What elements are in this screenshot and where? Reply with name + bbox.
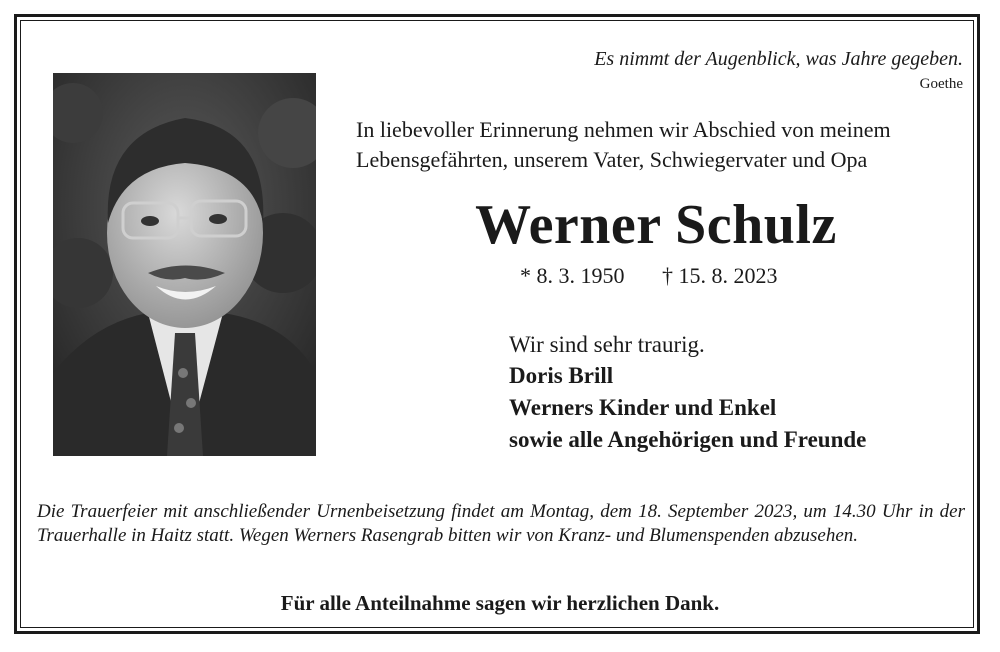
- death-date: † 15. 8. 2023: [662, 263, 778, 288]
- quote-text: Es nimmt der Augenblick, was Jahre gegeben.: [594, 48, 963, 70]
- mourner-name: Doris Brill: [509, 363, 614, 388]
- intro-line-1: In liebevoller Erinnerung nehmen wir Abschied von meinem: [356, 117, 891, 142]
- mourners-block: [509, 330, 979, 456]
- life-dates: [520, 262, 778, 290]
- thanks-line: Für alle Anteilnahme sagen wir herzlichen Dank.: [280, 591, 720, 615]
- birth-date: * 8. 3. 1950: [520, 263, 625, 288]
- portrait-image: [53, 73, 316, 456]
- deceased-name: Werner Schulz: [475, 194, 837, 256]
- intro-line-2: Lebensgefährten, unserem Vater, Schwiegervater und Opa: [356, 147, 868, 172]
- mourning-statement: Wir sind sehr traurig.: [509, 332, 705, 357]
- intro-text: [356, 115, 976, 175]
- funeral-notice: Die Trauerfeier mit anschließender Urnenbeisetzung findet am Montag, dem 18. September 2023, um 14.30 Uhr in der Trauerhalle in Haitz statt. Wegen Werners Rasengrab bitten wir von Kranz- und Blumenspenden abzusehen.: [37, 501, 965, 546]
- portrait-photo: [53, 73, 316, 456]
- quote-author: Goethe: [919, 76, 963, 92]
- mourner-name: Werners Kinder und Enkel: [509, 395, 777, 420]
- mourner-name: sowie alle Angehörigen und Freunde: [509, 427, 867, 452]
